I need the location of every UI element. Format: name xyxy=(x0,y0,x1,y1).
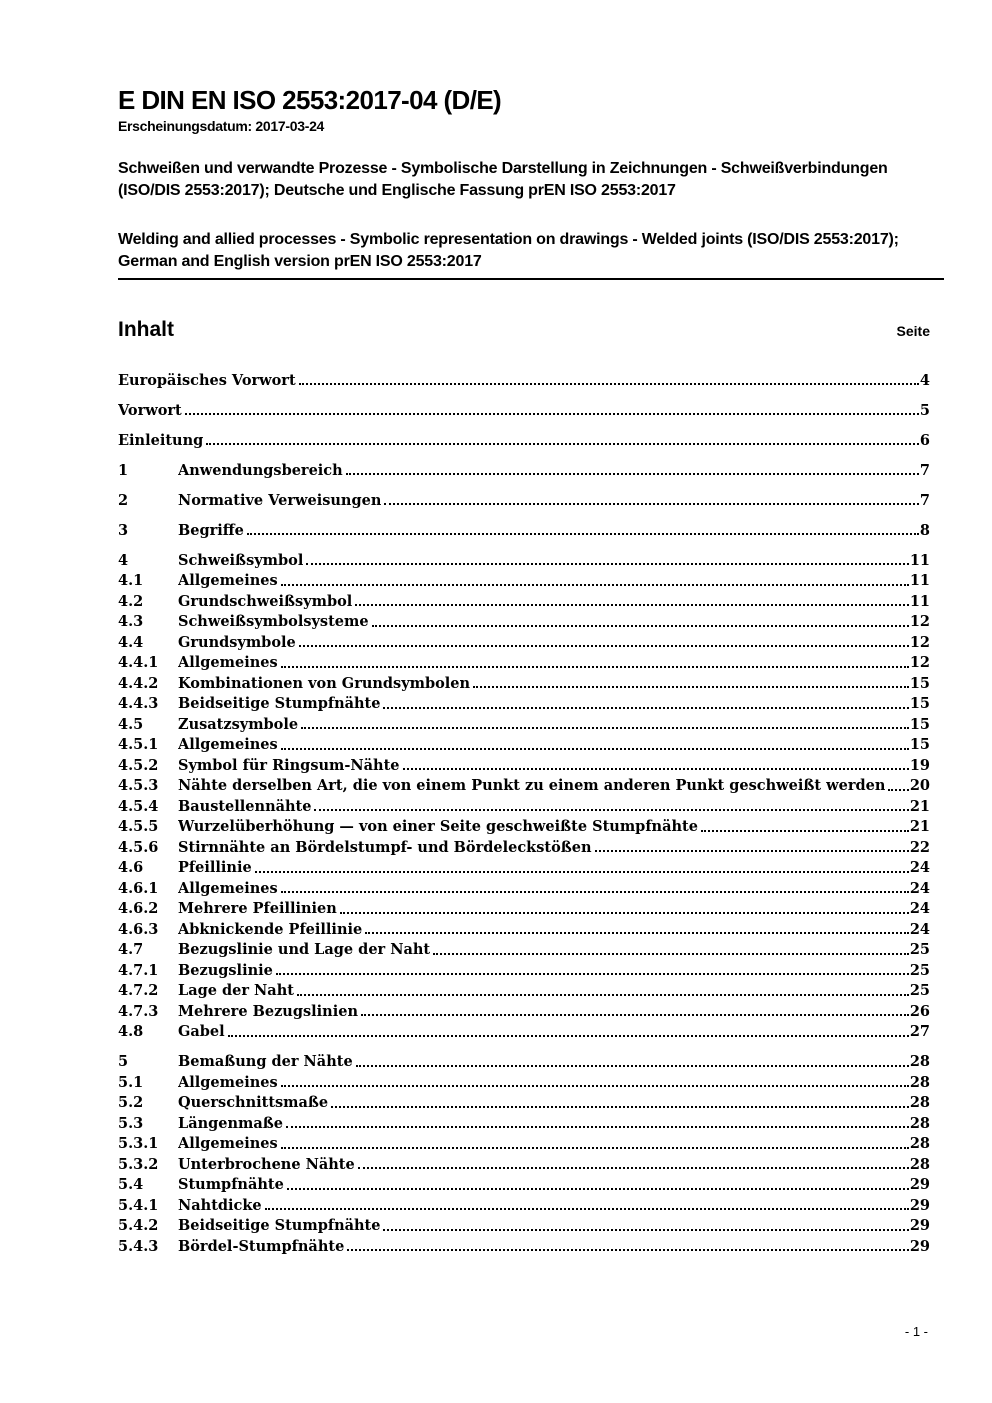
toc-entry-page: 25 xyxy=(909,941,930,959)
toc-entry[interactable] xyxy=(118,999,930,1020)
toc-entry-title: Baustellennähte xyxy=(178,798,312,815)
toc-dot-leader xyxy=(306,563,908,565)
toc-dot-leader xyxy=(433,953,909,955)
toc-entry[interactable] xyxy=(118,896,930,917)
toc-entry[interactable] xyxy=(118,458,930,479)
publish-date: Erscheinungsdatum: 2017-03-24 xyxy=(118,117,325,134)
toc-entry-number: 4.4.1 xyxy=(118,654,159,672)
toc-entry[interactable] xyxy=(118,794,930,815)
toc-entry-page: 7 xyxy=(919,491,930,509)
toc-dot-leader xyxy=(383,1229,908,1231)
toc-dot-leader xyxy=(301,727,909,729)
toc-entry[interactable] xyxy=(118,1049,930,1070)
toc-entry[interactable] xyxy=(118,1131,930,1152)
toc-entry-page: 15 xyxy=(909,674,930,692)
toc-entry-number: 5.4.2 xyxy=(118,1217,159,1235)
toc-dot-leader xyxy=(473,686,909,688)
toc-dot-leader xyxy=(299,383,919,385)
toc-entry-page: 28 xyxy=(909,1094,930,1112)
toc-entry-number: 5.4 xyxy=(118,1176,144,1194)
toc-entry-title: Stirnnähte an Bördelstumpf- und Bördeleckstößen xyxy=(178,839,592,856)
toc-entry-page: 11 xyxy=(909,592,930,610)
toc-entry-title: Stumpfnähte xyxy=(178,1177,284,1193)
toc-entry-page: 21 xyxy=(909,818,930,836)
toc-entry-number: 4.3 xyxy=(118,613,144,631)
toc-entry-page: 24 xyxy=(909,879,930,897)
toc-entry-page: 25 xyxy=(909,982,930,1000)
toc-entry-page: 28 xyxy=(909,1155,930,1173)
toc-entry[interactable] xyxy=(118,1090,930,1111)
toc-entry[interactable] xyxy=(118,1172,930,1193)
toc-entry-page: 12 xyxy=(909,613,930,631)
toc-dot-leader xyxy=(286,1126,909,1128)
toc-dot-leader xyxy=(372,625,909,627)
toc-entry-page: 11 xyxy=(909,551,930,569)
toc-entry[interactable] xyxy=(118,773,930,794)
toc-entry[interactable] xyxy=(118,428,930,449)
toc-entry[interactable] xyxy=(118,1070,930,1091)
toc-entry-page: 21 xyxy=(909,797,930,815)
toc-header xyxy=(118,318,930,342)
toc-entry-page: 29 xyxy=(909,1217,930,1235)
toc-entry-title: Allgemeines xyxy=(178,573,278,589)
toc-entry-page: 29 xyxy=(909,1237,930,1255)
toc-entry-title: Allgemeines xyxy=(178,655,278,671)
toc-dot-leader xyxy=(340,912,909,914)
toc-entry-title: Grundsymbole xyxy=(178,634,296,651)
toc-dot-leader xyxy=(228,1035,909,1037)
toc-entry[interactable] xyxy=(118,1193,930,1214)
toc-entry-title: Wurzelüberhöhung — von einer Seite geschweißte Stumpfnähte xyxy=(178,819,698,835)
toc-entry-number: 4.5.1 xyxy=(118,736,159,754)
toc-entry-number: 5.2 xyxy=(118,1094,144,1112)
toc-entry-title: Vorwort xyxy=(118,402,182,419)
toc-entry-number: 4.6.2 xyxy=(118,900,159,918)
toc-dot-leader xyxy=(281,891,909,893)
toc-entry-number: 4.5.5 xyxy=(118,818,159,836)
toc-entry-number: 1 xyxy=(118,461,129,479)
toc-dot-leader xyxy=(356,1065,909,1067)
toc-entry[interactable] xyxy=(118,855,930,876)
toc-entry-number: 4 xyxy=(118,551,129,569)
toc-entry-page: 24 xyxy=(909,920,930,938)
toc-entry-number: 3 xyxy=(118,521,129,539)
toc-entry[interactable] xyxy=(118,691,930,712)
toc-entry[interactable] xyxy=(118,548,930,569)
toc-entry-page: 29 xyxy=(909,1196,930,1214)
toc-dot-leader xyxy=(365,932,909,934)
toc-entry[interactable] xyxy=(118,1111,930,1132)
toc-entry-title: Bemaßung der Nähte xyxy=(178,1054,353,1070)
toc-entry[interactable] xyxy=(118,1019,930,1040)
toc-entry-number: 5.4.1 xyxy=(118,1196,159,1214)
toc-entry[interactable] xyxy=(118,1213,930,1234)
page-number-footer: - 1 - xyxy=(904,1324,928,1339)
toc-entry-title: Längenmaße xyxy=(178,1115,284,1132)
toc-entry-title: Nahtdicke xyxy=(178,1197,262,1214)
toc-dot-leader xyxy=(314,809,908,811)
toc-entry-page: 12 xyxy=(909,633,930,651)
toc-entry-title: Beidseitige Stumpfnähte xyxy=(178,696,381,712)
toc-entry[interactable] xyxy=(118,671,930,692)
toc-entry-title: Grundschweißsymbol xyxy=(178,593,353,610)
toc-entry-page: 22 xyxy=(909,838,930,856)
toc-dot-leader xyxy=(247,533,919,535)
toc-entry-page: 12 xyxy=(909,654,930,672)
toc-dot-leader xyxy=(281,584,909,586)
toc-entry-title: Mehrere Bezugslinien xyxy=(178,1003,358,1020)
toc-entry-title: Einleitung xyxy=(118,432,204,449)
toc-entry[interactable] xyxy=(118,937,930,958)
toc-entry-page: 29 xyxy=(909,1176,930,1194)
toc-entry-page: 15 xyxy=(909,715,930,733)
toc-entry[interactable] xyxy=(118,568,930,589)
document-title: E DIN EN ISO 2553:2017-04 (D/E) xyxy=(118,85,502,115)
toc-dot-leader xyxy=(701,830,909,832)
toc-entry-title: Mehrere Pfeillinien xyxy=(178,901,337,917)
toc-dot-leader xyxy=(358,1167,909,1169)
toc-entry-title: Pfeillinie xyxy=(178,860,252,876)
toc-dot-leader xyxy=(276,973,909,975)
toc-dot-leader xyxy=(287,1188,909,1190)
toc-entry[interactable] xyxy=(118,518,930,539)
toc-entry-page: 5 xyxy=(919,401,930,419)
toc-dot-leader xyxy=(403,768,909,770)
toc-entry-page: 28 xyxy=(909,1114,930,1132)
toc-entry-number: 5.1 xyxy=(118,1073,144,1091)
toc-entry-number: 4.7.2 xyxy=(118,982,159,1000)
toc-entry[interactable] xyxy=(118,398,930,419)
toc-entry-title: Symbol für Ringsum-Nähte xyxy=(178,757,400,774)
toc-heading: Inhalt xyxy=(118,317,174,341)
toc-entry-number: 4.5 xyxy=(118,715,144,733)
toc-dot-leader xyxy=(281,1147,909,1149)
toc-entry-number: 5.3.1 xyxy=(118,1135,159,1153)
toc-entry-title: Bördel-Stumpfnähte xyxy=(178,1238,345,1255)
toc-entry-page: 25 xyxy=(909,961,930,979)
toc-entry-number: 4.6 xyxy=(118,859,144,877)
toc-dot-leader xyxy=(888,789,908,791)
toc-entry-number: 4.4 xyxy=(118,633,144,651)
toc-entry[interactable] xyxy=(118,978,930,999)
standard-title-german: Schweißen und verwandte Prozesse - Symbolische Darstellung in Zeichnungen - Schweißverbindungen (ISO/DIS 2553:2017); Deutsche und Englische Fassung prEN ISO 2553:2017 xyxy=(118,159,888,200)
toc-entry[interactable] xyxy=(118,753,930,774)
toc-dot-leader xyxy=(384,503,919,505)
toc-entry[interactable] xyxy=(118,650,930,671)
toc-entry-title: Begriffe xyxy=(178,522,244,539)
toc-entry-title: Allgemeines xyxy=(178,737,278,753)
toc-entry-title: Schweißsymbol xyxy=(178,552,304,569)
toc-entry-title: Allgemeines xyxy=(178,1074,278,1091)
toc-dot-leader xyxy=(281,666,909,668)
toc-entry[interactable] xyxy=(118,488,930,509)
toc-entry-number: 4.7 xyxy=(118,941,144,959)
toc-entry-page: 8 xyxy=(919,521,930,539)
toc-entry[interactable] xyxy=(118,589,930,610)
toc-entry-title: Allgemeines xyxy=(178,880,278,897)
toc-entry-title: Unterbrochene Nähte xyxy=(178,1156,355,1173)
toc-entry[interactable] xyxy=(118,835,930,856)
toc-entry-page: 6 xyxy=(919,431,930,449)
toc-entry-number: 4.2 xyxy=(118,592,144,610)
toc-entry-title: Europäisches Vorwort xyxy=(118,372,296,389)
toc-dot-leader xyxy=(347,1249,909,1251)
toc-entry-page: 28 xyxy=(909,1073,930,1091)
toc-dot-leader xyxy=(383,707,908,709)
toc-page-column-label: Seite xyxy=(896,322,930,339)
toc-entry-title: Beidseitige Stumpfnähte xyxy=(178,1218,381,1234)
toc-entry-number: 5.3 xyxy=(118,1114,144,1132)
toc-dot-leader xyxy=(299,645,909,647)
toc-dot-leader xyxy=(281,748,909,750)
toc-entry-title: Normative Verweisungen xyxy=(178,492,382,509)
toc-entry-number: 5.4.3 xyxy=(118,1237,159,1255)
standard-title-english: Welding and allied processes - Symbolic representation on drawings - Welded joints (ISO/DIS 2553:2017); German and English version prEN ISO 2553:2017 xyxy=(118,229,944,280)
toc-entry-title: Lage der Naht xyxy=(178,983,294,999)
toc-entry[interactable] xyxy=(118,368,930,389)
toc-entry-page: 24 xyxy=(909,900,930,918)
toc-entry[interactable] xyxy=(118,814,930,835)
toc-entry-number: 4.7.1 xyxy=(118,961,159,979)
toc-entry-number: 4.5.2 xyxy=(118,756,159,774)
toc-entry[interactable] xyxy=(118,712,930,733)
toc-dot-leader xyxy=(355,604,909,606)
toc-entry-page: 20 xyxy=(909,777,930,795)
toc-entry-page: 15 xyxy=(909,736,930,754)
toc-entry-page: 11 xyxy=(909,572,930,590)
toc-list xyxy=(118,368,930,1255)
toc-entry-title: Nähte derselben Art, die von einem Punkt zu einem anderen Punkt geschweißt werden xyxy=(178,778,886,794)
toc-dot-leader xyxy=(346,473,919,475)
toc-entry-number: 4.8 xyxy=(118,1023,144,1041)
toc-entry-title: Bezugslinie und Lage der Naht xyxy=(178,942,431,958)
toc-entry-page: 28 xyxy=(909,1053,930,1071)
toc-entry-page: 15 xyxy=(909,695,930,713)
toc-dot-leader xyxy=(206,443,919,445)
toc-entry-title: Abknickende Pfeillinie xyxy=(178,921,363,938)
toc-entry[interactable] xyxy=(118,732,930,753)
toc-entry[interactable] xyxy=(118,958,930,979)
toc-entry-title: Gabel xyxy=(178,1024,225,1040)
toc-dot-leader xyxy=(331,1106,909,1108)
toc-entry-number: 4.7.3 xyxy=(118,1002,159,1020)
toc-dot-leader xyxy=(185,413,919,415)
toc-entry[interactable] xyxy=(118,917,930,938)
toc-entry-page: 28 xyxy=(909,1135,930,1153)
toc-entry-title: Querschnittsmaße xyxy=(178,1095,329,1111)
toc-entry-title: Schweißsymbolsysteme xyxy=(178,614,369,630)
toc-entry-number: 4.6.3 xyxy=(118,920,159,938)
toc-entry-page: 4 xyxy=(919,371,930,389)
toc-entry-page: 7 xyxy=(919,461,930,479)
toc-entry-number: 4.5.4 xyxy=(118,797,159,815)
page-content xyxy=(118,0,930,1254)
toc-entry[interactable] xyxy=(118,1234,930,1255)
toc-entry-title: Bezugslinie xyxy=(178,962,273,979)
toc-dot-leader xyxy=(255,871,909,873)
toc-entry-title: Anwendungsbereich xyxy=(178,462,343,479)
toc-entry-number: 4.5.6 xyxy=(118,838,159,856)
toc-entry[interactable] xyxy=(118,630,930,651)
toc-entry-number: 4.4.2 xyxy=(118,674,159,692)
toc-entry-number: 5.3.2 xyxy=(118,1155,159,1173)
toc-dot-leader xyxy=(361,1014,909,1016)
toc-entry-page: 19 xyxy=(909,756,930,774)
toc-entry-title: Kombinationen von Grundsymbolen xyxy=(178,675,471,692)
toc-entry-page: 24 xyxy=(909,859,930,877)
toc-dot-leader xyxy=(281,1085,909,1087)
toc-entry-number: 2 xyxy=(118,491,129,509)
toc-entry-number: 4.1 xyxy=(118,572,144,590)
toc-entry-title: Allgemeines xyxy=(178,1136,278,1152)
toc-entry-number: 4.4.3 xyxy=(118,695,159,713)
toc-entry[interactable] xyxy=(118,876,930,897)
toc-entry-title: Zusatzsymbole xyxy=(178,716,299,733)
toc-entry[interactable] xyxy=(118,609,930,630)
toc-entry[interactable] xyxy=(118,1152,930,1173)
toc-entry-page: 27 xyxy=(909,1023,930,1041)
toc-entry-page: 26 xyxy=(909,1002,930,1020)
toc-dot-leader xyxy=(265,1208,909,1210)
toc-entry-number: 4.6.1 xyxy=(118,879,159,897)
toc-entry-number: 4.5.3 xyxy=(118,777,159,795)
toc-entry-number: 5 xyxy=(118,1053,129,1071)
toc-dot-leader xyxy=(297,994,909,996)
toc-dot-leader xyxy=(595,850,909,852)
